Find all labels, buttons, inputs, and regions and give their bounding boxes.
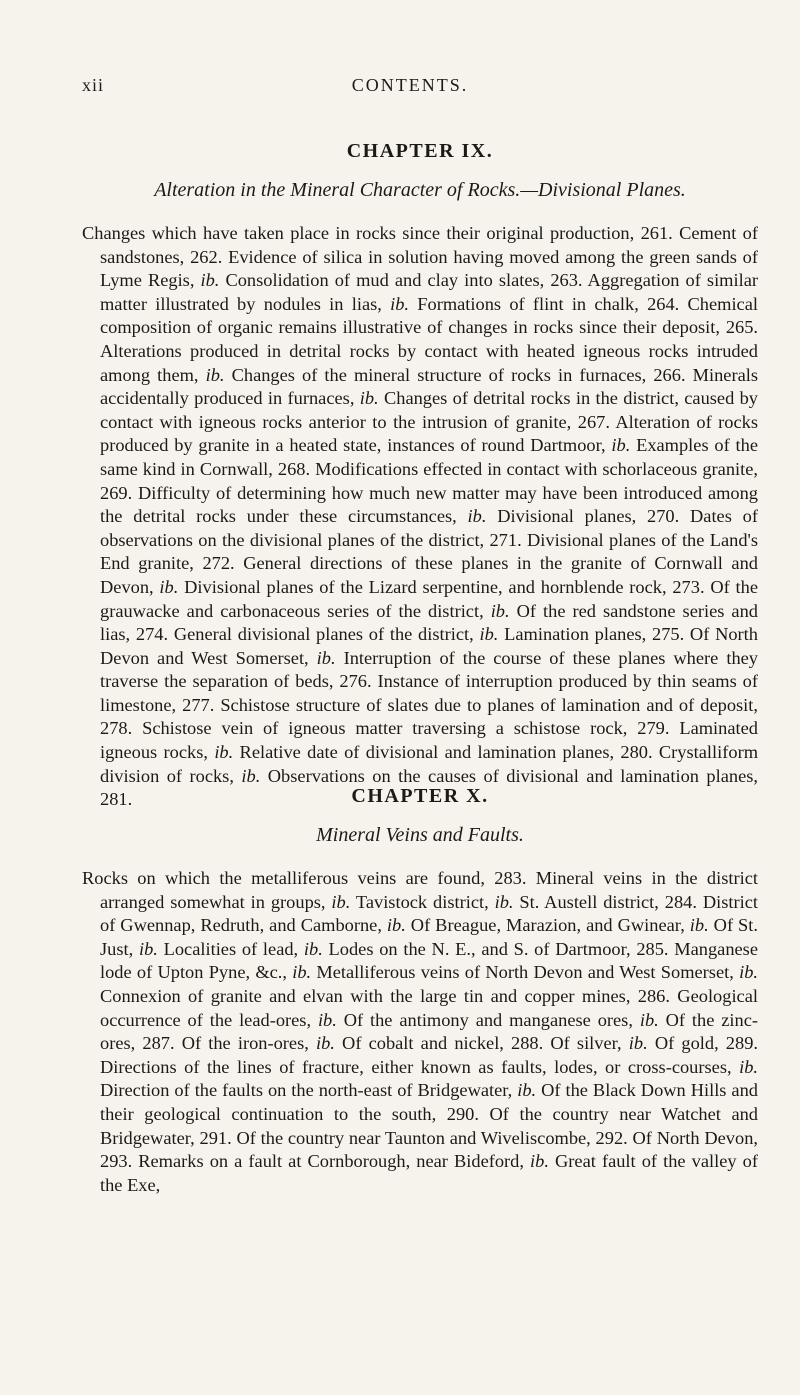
- chapter-summary: Rocks on which the metalliferous veins are found, 283. Mineral veins in the district arranged somewhat in groups, ib. Tavistock district, ib. St. Austell district, 284. District of Gwennap, Redruth, and Camborne, ib. Of Breague, Marazion, and Gwinear, ib. Of St. Just, ib. Localities of lead, ib. Lodes on the N. E., and S. of Dartmoor, 285. Manganese lode of Upton Pyne, &c., ib. Metalliferous veins of North Devon and West Somerset, ib. Connexion of granite and elvan with the large tin and copper mines, 286. Geological occurrence of the lead-ores, ib. Of the antimony and manganese ores, ib. Of the zinc-ores, 287. Of the iron-ores, ib. Of cobalt and nickel, 288. Of silver, ib. Of gold, 289. Directions of the lines of fracture, either known as faults, lodes, or cross-courses, ib. Direction of the faults on the north-east of Bridgewater, ib. Of the Black Down Hills and their geological continuation to the south, 290. Of the country near Watchet and Bridgewater, 291. Of the country near Taunton and Wiveliscombe, 292. Of North Devon, 293. Remarks on a fault at Cornborough, near Bideford, ib. Great fault of the valley of the Exe,: [82, 868, 759, 1195]
- chapter-subtitle: Mineral Veins and Faults.: [316, 824, 524, 846]
- chapter-x-section: [82, 785, 758, 1197]
- chapter-title: CHAPTER X.: [351, 785, 489, 807]
- chapter-subtitle: Alteration in the Mineral Character of Rocks.—Divisional Planes.: [154, 179, 686, 201]
- chapter-title: CHAPTER IX.: [346, 140, 494, 162]
- chapter-ix-section: [82, 140, 758, 812]
- page-number: xii: [82, 75, 105, 95]
- running-head: CONTENTS.: [351, 75, 469, 95]
- chapter-summary: Changes which have taken place in rocks since their original production, 261. Cement of sandstones, 262. Evidence of silica in solution having moved among the green sands of Lyme Regis, ib. Consolidation of mud and clay into slates, 263. Aggregation of similar matter illustrated by nodules in lias, ib. Formations of flint in chalk, 264. Chemical composition of organic remains illustrative of changes in rocks since their deposit, 265. Alterations produced in detrital rocks by contact with heated igneous rocks intruded among them, ib. Changes of the mineral structure of rocks in furnaces, 266. Minerals accidentally produced in furnaces, ib. Changes of detrital rocks in the district, caused by contact with igneous rocks anterior to the intrusion of granite, 267. Alteration of rocks produced by granite in a heated state, instances of round Dartmoor, ib. Examples of the same kind in Cornwall, 268. Modifications effected in contact with schorlaceous granite, 269. Difficulty of determining how much new matter may have been introduced among the detrital rocks under these circumstances, ib. Divisional planes, 270. Dates of observations on the divisional planes of the district, 271. Divisional planes of the Land's End granite, 272. General directions of these planes in the granite of Cornwall and Devon, ib. Divisional planes of the Lizard serpentine, and hornblende rock, 273. Of the grauwacke and carbonaceous series of the district, ib. Of the red sandstone series and lias, 274. General divisional planes of the district, ib. Lamination planes, 275. Of North Devon and West Somerset, ib. Interruption of the course of these planes where they traverse the separation of beds, 276. Instance of interruption produced by thin seams of limestone, 277. Schistose structure of slates due to planes of lamination and of deposit, 278. Schistose vein of igneous matter traversing a schistose rock, 279. Laminated igneous rocks, ib. Relative date of divisional and lamination planes, 280. Crystalliform division of rocks, ib. Observations on the causes of divisional and lamination planes, 281.: [82, 223, 759, 810]
